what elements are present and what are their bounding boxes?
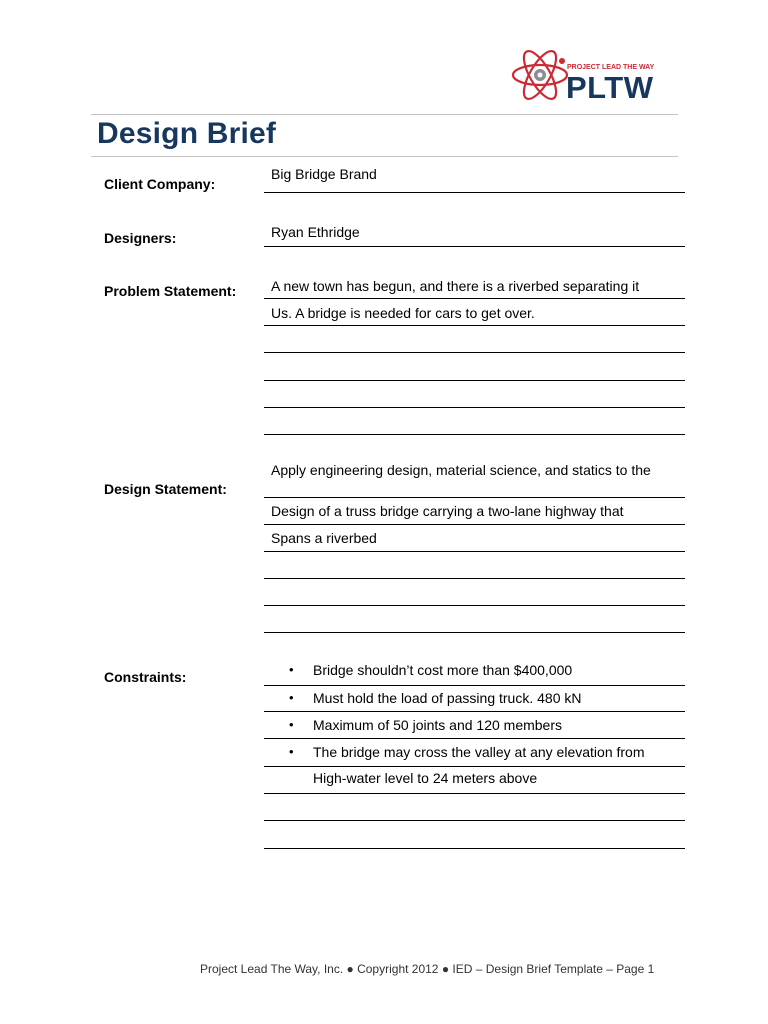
constraint-bullet: •: [289, 662, 294, 677]
constraints-rule: [264, 793, 685, 794]
problem-statement-rule: [264, 352, 685, 353]
constraints-rule: [264, 685, 685, 686]
problem-statement-rule: [264, 407, 685, 408]
problem-statement-line-2[interactable]: Us. A bridge is needed for cars to get over.: [271, 305, 535, 321]
design-statement-rule: [264, 524, 685, 525]
constraint-bullet: •: [289, 744, 294, 759]
designers-label: Designers:: [104, 230, 177, 246]
constraints-rule: [264, 820, 685, 821]
design-statement-rule: [264, 632, 685, 633]
constraints-rule: [264, 711, 685, 712]
constraint-item-1[interactable]: Bridge shouldn’t cost more than $400,000: [313, 662, 573, 678]
designers-line: [264, 246, 685, 247]
constraint-bullet: •: [289, 690, 294, 705]
constraint-item-4-continuation[interactable]: High-water level to 24 meters above: [313, 770, 538, 786]
problem-statement-rule: [264, 434, 685, 435]
designers-value[interactable]: Ryan Ethridge: [271, 224, 360, 240]
design-statement-label: Design Statement:: [104, 481, 227, 497]
constraints-label: Constraints:: [104, 669, 187, 685]
page-title: Design Brief: [97, 117, 277, 150]
client-company-value[interactable]: Big Bridge Brand: [271, 166, 377, 182]
header-rule-bottom: [91, 156, 678, 157]
constraint-item-4[interactable]: The bridge may cross the valley at any elevation from: [313, 744, 645, 760]
logo-wordmark: PLTW: [566, 70, 654, 105]
problem-statement-rule: [264, 380, 685, 381]
problem-statement-line-1[interactable]: A new town has begun, and there is a riverbed separating it: [271, 278, 640, 294]
design-statement-line-3[interactable]: Spans a riverbed: [271, 530, 377, 546]
constraints-rule: [264, 766, 685, 767]
constraint-bullet: •: [289, 717, 294, 732]
constraint-item-2[interactable]: Must hold the load of passing truck. 480 kN: [313, 690, 582, 706]
design-statement-rule: [264, 578, 685, 579]
design-statement-line-2[interactable]: Design of a truss bridge carrying a two-lane highway that: [271, 503, 624, 519]
constraints-rule: [264, 848, 685, 849]
client-company-label: Client Company:: [104, 176, 216, 192]
atom-gear-icon: [513, 47, 567, 104]
page-footer: Project Lead The Way, Inc. ● Copyright 2012 ● IED – Design Brief Template – Page 1: [200, 962, 655, 976]
pltw-logo: [510, 42, 682, 108]
problem-statement-rule: [264, 325, 685, 326]
constraints-rule: [264, 738, 685, 739]
constraint-item-3[interactable]: Maximum of 50 joints and 120 members: [313, 717, 562, 733]
header-rule-top: [91, 114, 678, 115]
problem-statement-rule: [264, 298, 685, 299]
design-statement-rule: [264, 551, 685, 552]
design-statement-rule: [264, 605, 685, 606]
client-company-line: [264, 192, 685, 193]
logo-tagline: PROJECT LEAD THE WAY: [567, 64, 655, 71]
design-statement-rule: [264, 497, 685, 498]
design-statement-line-1[interactable]: Apply engineering design, material science, and statics to the: [271, 462, 651, 478]
problem-statement-label: Problem Statement:: [104, 283, 237, 299]
